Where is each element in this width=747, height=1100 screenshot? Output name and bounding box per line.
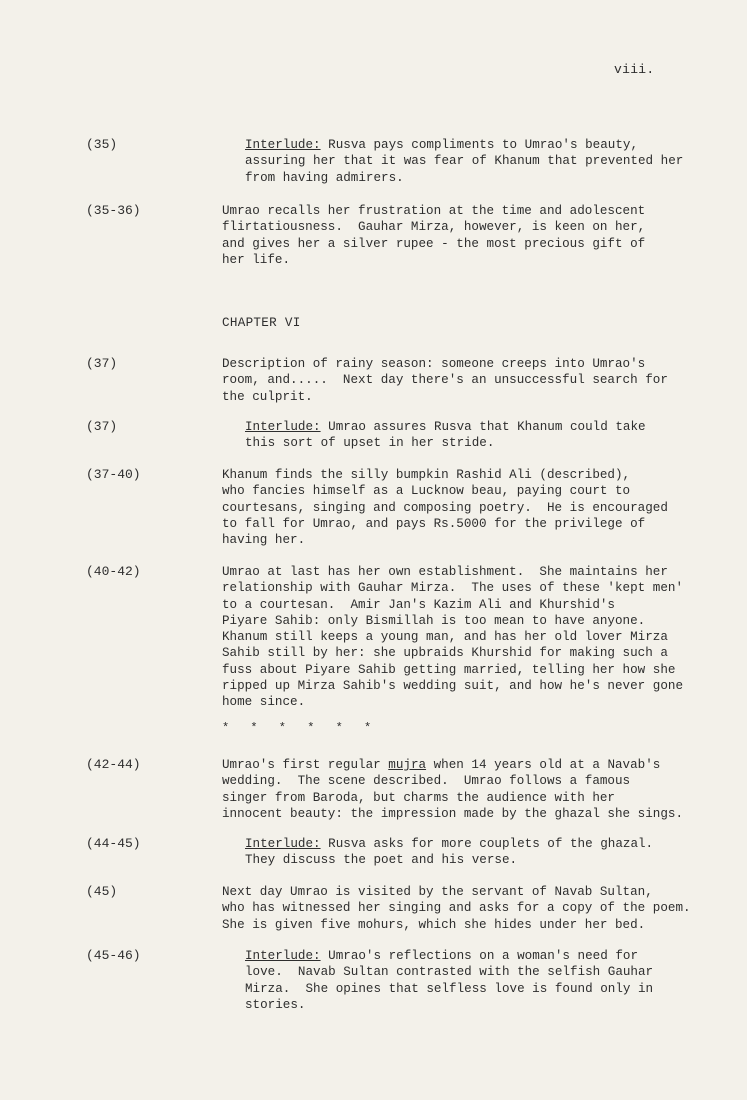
entry-text xyxy=(245,836,653,869)
text-line: from having admirers. xyxy=(245,170,404,185)
text-line: Rusva asks for more couplets of the ghazal. xyxy=(328,837,654,851)
text-line: ripped up Mirza Sahib's wedding suit, and how he's never gone xyxy=(222,679,684,694)
text-line: Piyare Sahib: only Bismillah is too mean to have anyone. xyxy=(222,613,646,628)
page-reference: (42-44) xyxy=(86,757,141,772)
text-line: wedding. The scene described. Umrao follows a famous xyxy=(222,774,631,789)
page-reference: (35-36) xyxy=(86,203,141,218)
text-line: and gives her a silver rupee - the most precious gift of xyxy=(222,236,646,251)
text-line: Khanum still keeps a young man, and has her old lover Mirza xyxy=(222,630,668,645)
text-line: Umrao at last has her own establishment. She maintains her xyxy=(222,565,668,579)
mujra-term: mujra xyxy=(388,758,427,772)
text-line: to fall for Umrao, and pays Rs.5000 for the privilege of xyxy=(222,516,646,531)
interlude-label: Interlude: xyxy=(245,420,321,434)
entry-text xyxy=(245,137,683,186)
page-reference: (37-40) xyxy=(86,467,141,482)
text-line: who fancies himself as a Lucknow beau, paying court to xyxy=(222,484,631,499)
section-separator: * * * * * * xyxy=(222,721,372,735)
entry-text xyxy=(245,948,653,1013)
text-line: home since. xyxy=(222,695,306,710)
text-line: Umrao assures Rusva that Khanum could take xyxy=(328,420,646,434)
text-line: Umrao's reflections on a woman's need for xyxy=(328,949,638,963)
entry-text xyxy=(222,884,691,933)
page-reference: (37) xyxy=(86,356,118,371)
text-line: They discuss the poet and his verse. xyxy=(245,853,518,868)
text-line: having her. xyxy=(222,533,306,548)
page-reference: (44-45) xyxy=(86,836,141,851)
entry-text xyxy=(222,356,668,405)
text-line: Sahib still by her: she upbraids Khurshid for making such a xyxy=(222,646,668,661)
text-line: her life. xyxy=(222,252,291,267)
text-line: the culprit. xyxy=(222,389,313,404)
text-line: relationship with Gauhar Mirza. The uses of these 'kept men' xyxy=(222,581,684,596)
text-line: assuring her that it was fear of Khanum that prevented her xyxy=(245,154,684,169)
text-line: innocent beauty: the impression made by the ghazal she sings. xyxy=(222,806,684,821)
text-line-start: Umrao's first regular xyxy=(222,758,389,772)
interlude-label: Interlude: xyxy=(245,837,321,851)
text-line: Rusva pays compliments to Umrao's beauty, xyxy=(328,138,638,152)
page-reference: (45) xyxy=(86,884,118,899)
text-line: She is given five mohurs, which she hides under her bed. xyxy=(222,917,646,932)
page-reference: (35) xyxy=(86,137,118,152)
text-line: Mirza. She opines that selfless love is found only in xyxy=(245,981,654,996)
text-line: love. Navab Sultan contrasted with the selfish Gauhar xyxy=(245,965,654,980)
text-line: stories. xyxy=(245,997,306,1012)
text-line-end: when 14 years old at a Navab's xyxy=(426,758,661,772)
text-line: who has witnessed her singing and asks for a copy of the poem. xyxy=(222,901,691,916)
entry-text xyxy=(245,419,646,452)
text-line: Next day Umrao is visited by the servant of Navab Sultan, xyxy=(222,885,653,899)
interlude-label: Interlude: xyxy=(245,949,321,963)
chapter-heading: CHAPTER VI xyxy=(222,316,301,330)
page-number: viii. xyxy=(614,62,655,77)
page-reference: (40-42) xyxy=(86,564,141,579)
text-line: courtesans, singing and composing poetry. He is encouraged xyxy=(222,500,668,515)
text-line: Khanum finds the silly bumpkin Rashid Ali (described), xyxy=(222,468,631,482)
text-line: Umrao recalls her frustration at the time and adolescent xyxy=(222,204,646,218)
page-reference: (37) xyxy=(86,419,118,434)
text-line: flirtatiousness. Gauhar Mirza, however, is keen on her, xyxy=(222,220,646,235)
entry-text xyxy=(222,757,683,822)
text-line: to a courtesan. Amir Jan's Kazim Ali and Khurshid's xyxy=(222,597,615,612)
text-line: Description of rainy season: someone creeps into Umrao's xyxy=(222,357,646,371)
text-line: fuss about Piyare Sahib getting married, telling her how she xyxy=(222,662,676,677)
interlude-label: Interlude: xyxy=(245,138,321,152)
page-reference: (45-46) xyxy=(86,948,141,963)
text-line: this sort of upset in her stride. xyxy=(245,436,495,451)
text-line: room, and..... Next day there's an unsuccessful search for xyxy=(222,373,668,388)
entry-text xyxy=(222,564,683,711)
entry-text xyxy=(222,467,668,548)
text-line: singer from Baroda, but charms the audience with her xyxy=(222,790,615,805)
entry-text xyxy=(222,203,645,268)
